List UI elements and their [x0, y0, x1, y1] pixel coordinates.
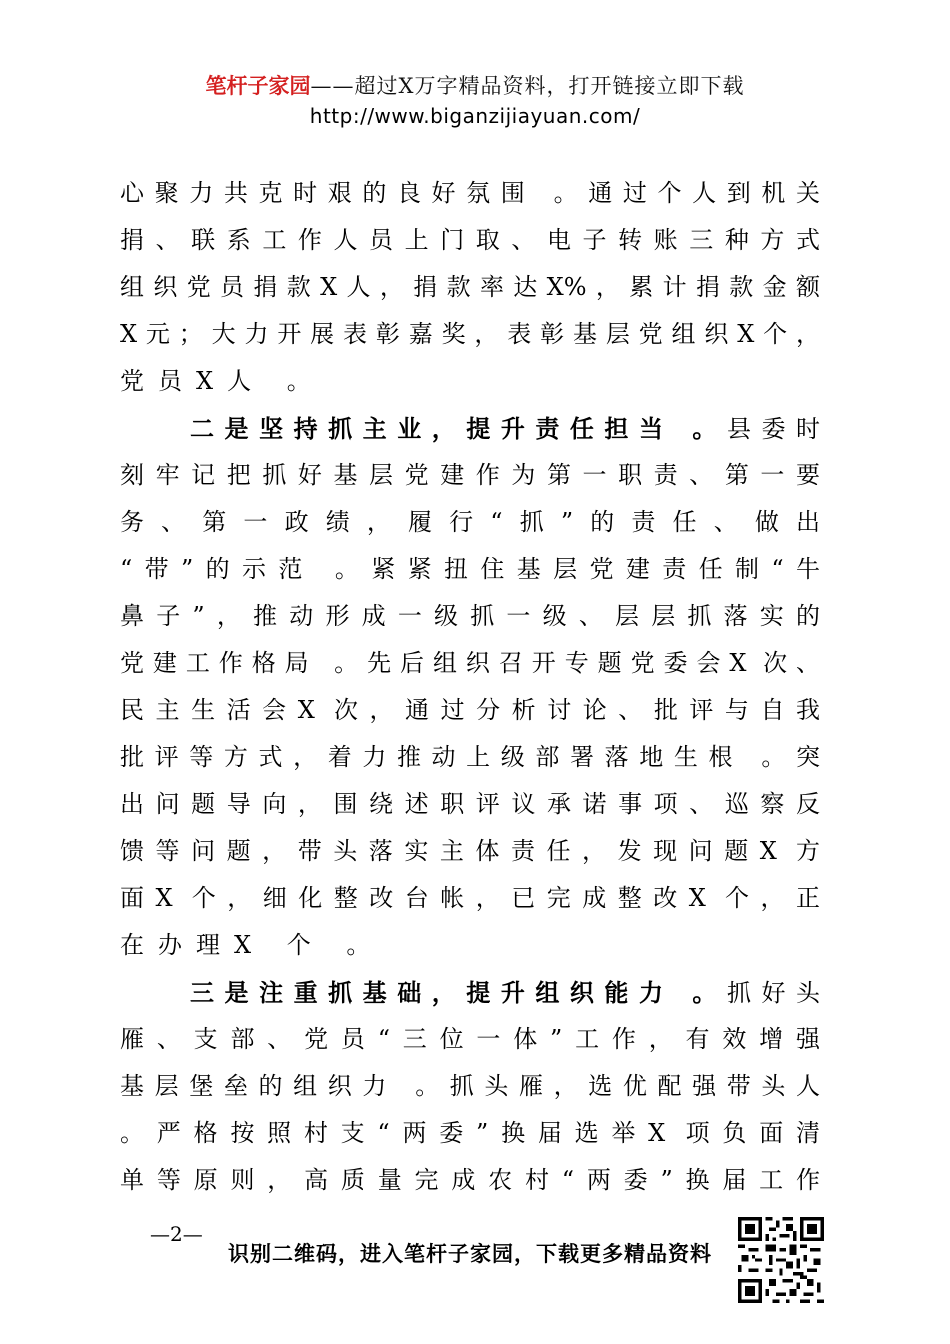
- text-line: “带”的示范 。紧紧扭住基层党建责任制“牛: [120, 555, 820, 583]
- paragraph-heading: 二是坚持抓主业，提升责任担当 。: [190, 414, 727, 443]
- text-line: 雁、支部、党员“三位一体”工作，有效增强: [120, 1025, 820, 1053]
- paragraph-two-first-line: [120, 405, 820, 452]
- text-line: 馈等问题，带头落实主体责任，发现问题X 方: [120, 837, 820, 865]
- text-line: 基层堡垒的组织力 。抓头雁，选优配强带头人: [120, 1072, 820, 1100]
- text-line: 捐、联系工作人员上门取、电子转账三种方式: [120, 226, 820, 254]
- header-url-link[interactable]: http://www.biganzijiayuan.com/: [309, 104, 641, 128]
- text-line: 刻牢记把抓好基层党建作为第一职责、第一要: [120, 461, 820, 489]
- paragraph-heading: 三是注重抓基础，提升组织能力 。: [190, 978, 727, 1007]
- paragraph-three-first-line: [120, 969, 820, 1016]
- text-fragment: 抓好头: [726, 979, 820, 1007]
- text-line: 单等原则，高质量完成农村“两委”换届工作: [120, 1166, 820, 1194]
- page-number: —2—: [150, 1222, 203, 1246]
- page-header: [0, 72, 950, 130]
- qr-code-icon[interactable]: [738, 1217, 824, 1303]
- text-line: 出问题导向，围绕述职评议承诺事项、巡察反: [120, 790, 820, 818]
- text-line: 批评等方式，着力推动上级部署落地生根 。突: [120, 743, 820, 771]
- text-line: 民主生活会X 次，通过分析讨论、批评与自我: [120, 696, 820, 724]
- qr-caption: 识别二维码，进入笔杆子家园，下载更多精品资料: [228, 1241, 712, 1266]
- text-line: 党建工作格局 。先后组织召开专题党委会X 次、: [120, 649, 820, 677]
- header-tagline: ——超过Ⅹ万字精品资料，打开链接立即下载: [310, 74, 745, 98]
- text-line: 心聚力共克时艰的良好氛围 。通过个人到机关: [120, 179, 820, 207]
- text-line: 面X 个，细化整改台帐，已完成整改X 个，正: [120, 884, 820, 912]
- brand-name: 笔杆子家园: [205, 73, 311, 98]
- text-line: 鼻子”，推动形成一级抓一级、层层抓落实的: [120, 602, 820, 630]
- text-line: X元；大力开展表彰嘉奖，表彰基层党组织X个，: [120, 320, 820, 348]
- text-fragment: 县委时: [726, 415, 820, 443]
- text-line: 。严格按照村支“两委”换届选举X 项负面清: [120, 1119, 820, 1147]
- text-line: 党员X人 。: [120, 367, 325, 395]
- text-line: 组织党员捐款X人，捐款率达X%，累计捐款金额: [120, 273, 820, 301]
- document-body: [120, 170, 820, 1204]
- text-line: 务、第一政绩，履行“抓”的责任、做出: [120, 508, 820, 536]
- text-line: 在办理X 个 。: [120, 931, 385, 959]
